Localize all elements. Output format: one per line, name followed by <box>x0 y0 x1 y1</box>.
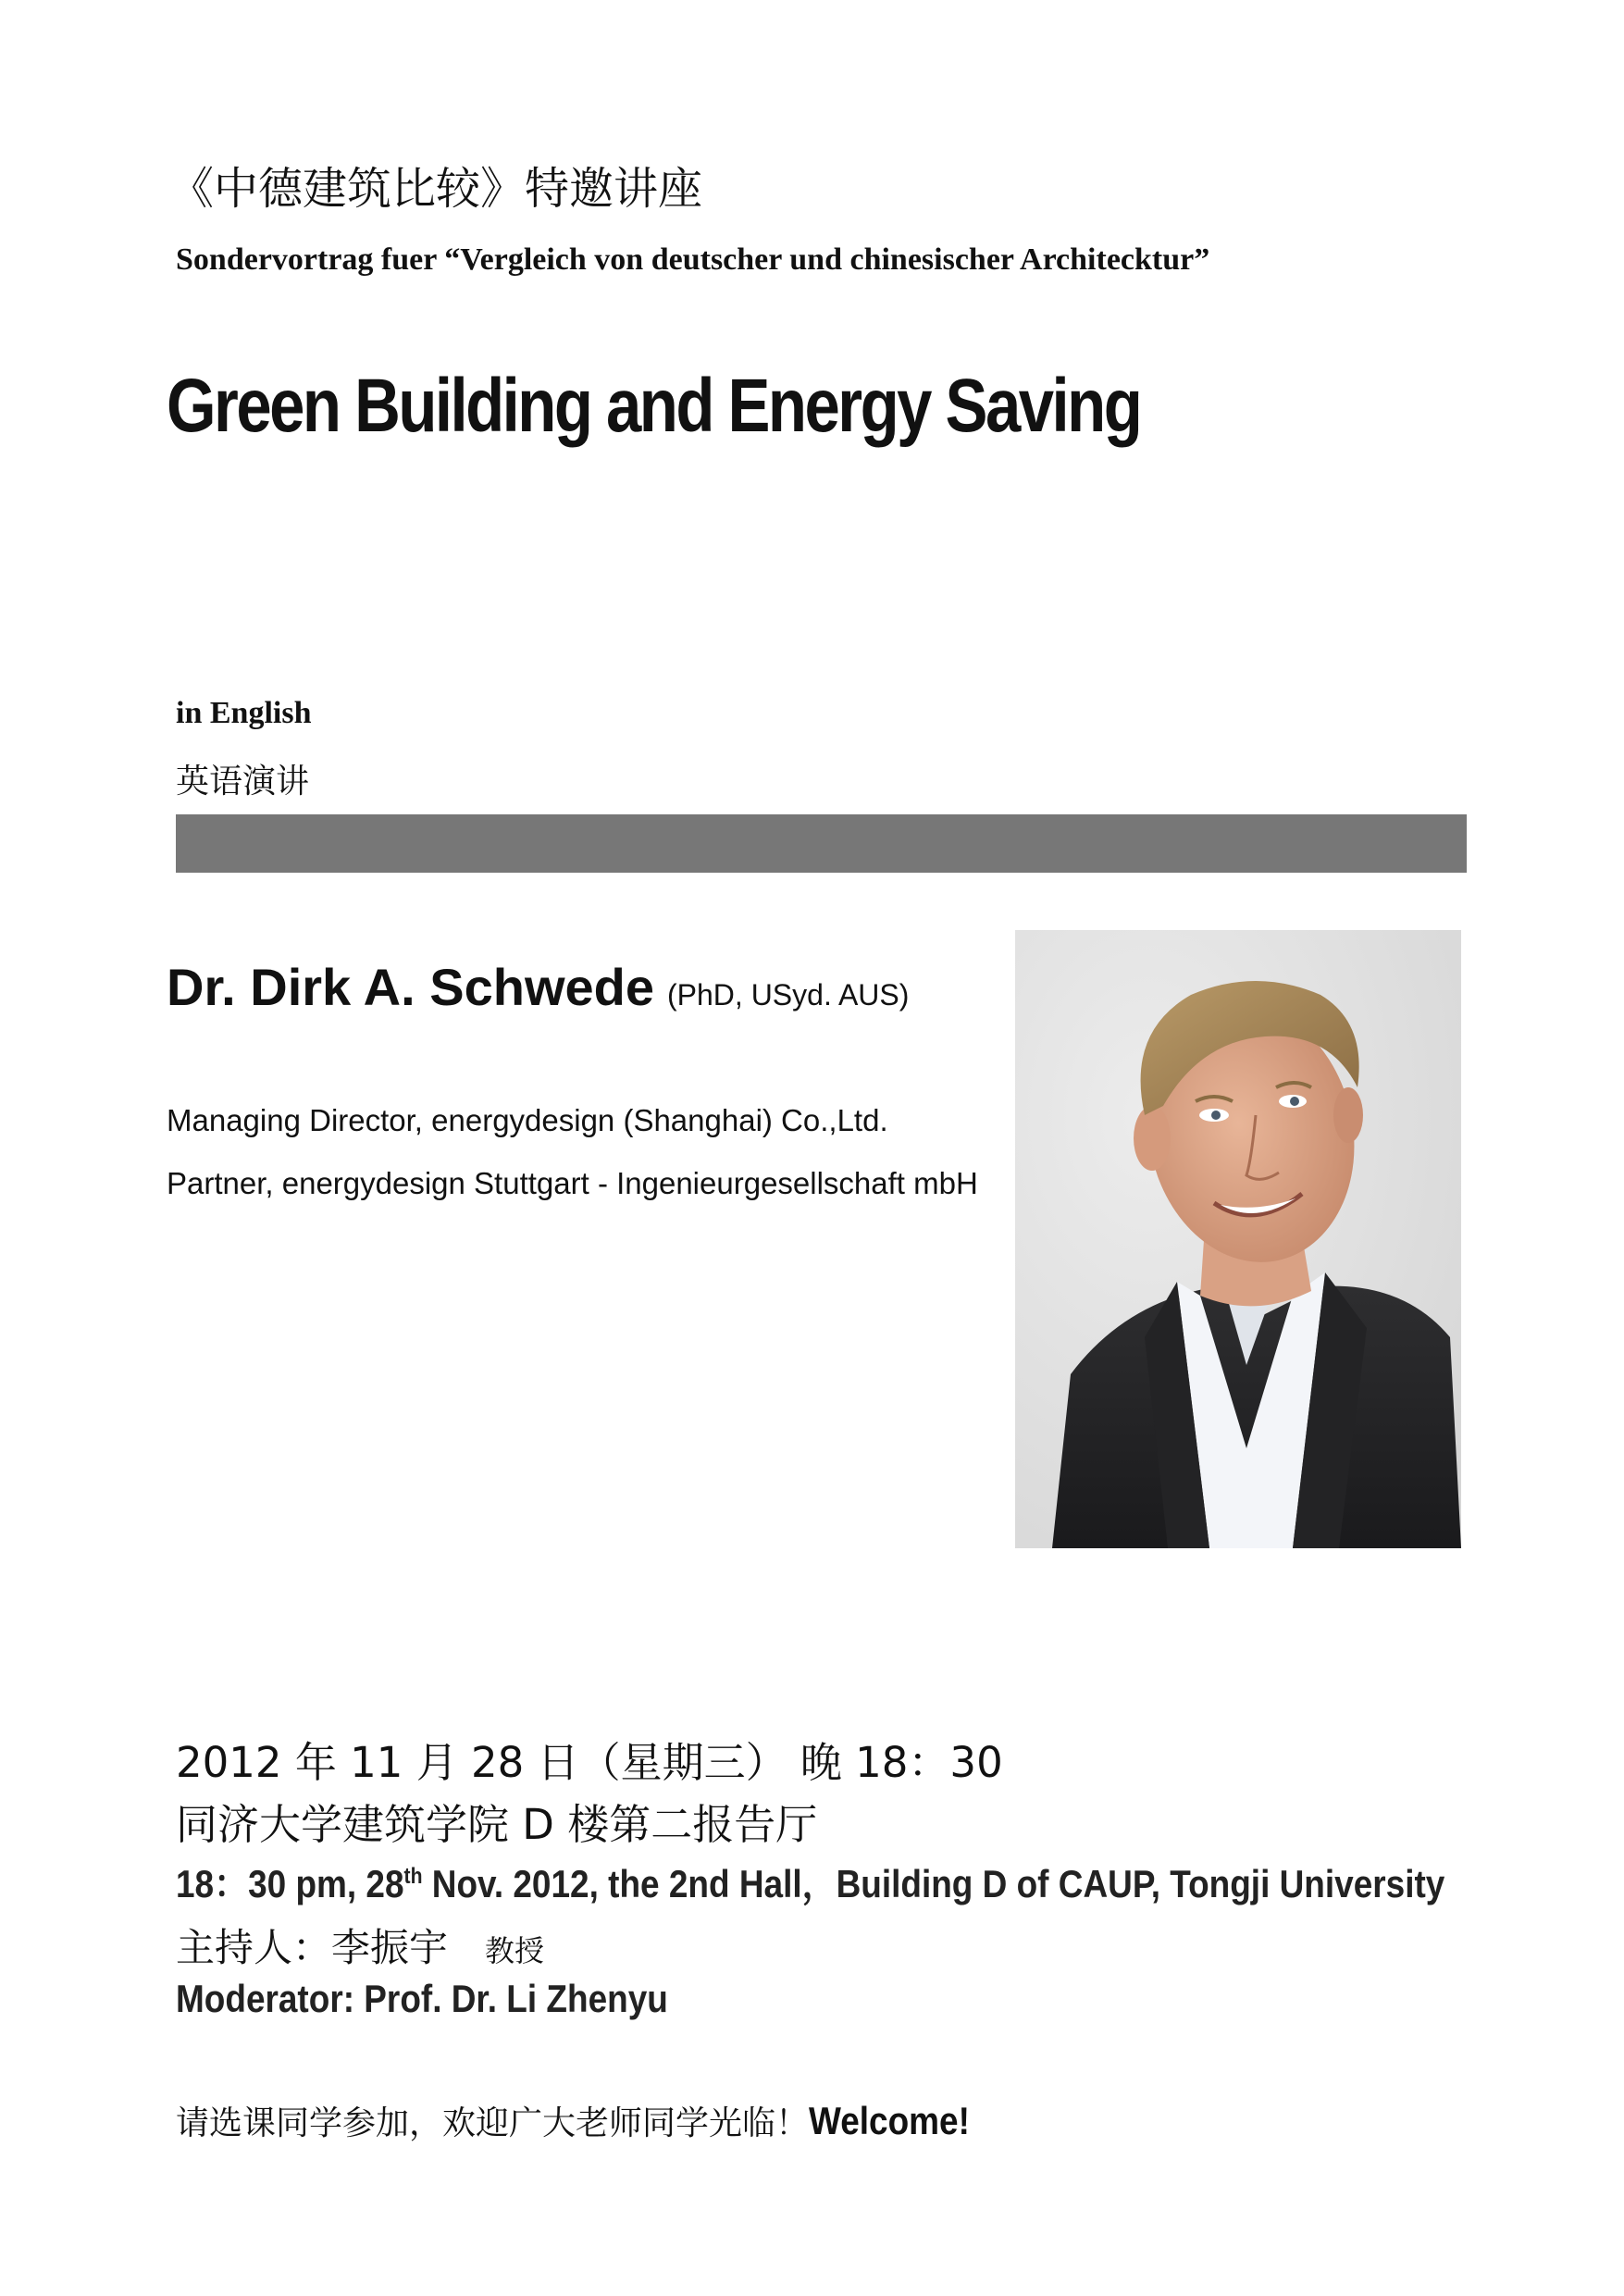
ordinal-suffix: th <box>403 1864 423 1889</box>
series-title-cn: 《中德建筑比较》特邀讲座 <box>169 163 703 215</box>
welcome-text: Welcome! <box>809 2099 970 2142</box>
speaker-name: Dr. Dirk A. Schwede <box>167 958 654 1016</box>
moderator-en: Moderator: Prof. Dr. Li Zhenyu <box>176 1977 668 2020</box>
moderator-title-cn: 教授 <box>485 1933 545 1968</box>
event-date-cn: 2012 年 11 月 28 日（星期三） 晚 18：30 <box>176 1738 1003 1787</box>
series-title-de: Sondervortrag fuer “Vergleich von deutscher und chinesischer Architecktur” <box>176 242 1210 277</box>
speaker-name-line <box>167 957 909 1017</box>
event-time-date: 18：30 pm, 28 <box>176 1862 404 1905</box>
moderator-cn <box>176 1917 544 1973</box>
language-label-en: in English <box>176 696 312 730</box>
speaker-credentials: (PhD, USyd. AUS) <box>667 978 910 1011</box>
speaker-photo <box>1015 930 1461 1548</box>
lecture-title: Green Building and Energy Saving <box>167 364 1141 448</box>
divider-bar <box>176 814 1467 873</box>
event-location-en: Nov. 2012, the 2nd Hall，Building D of CAUP, Tongji University <box>422 1862 1445 1905</box>
invitation-line <box>176 2097 992 2144</box>
moderator-name-cn: 主持人：李振宇 <box>176 1925 449 1970</box>
speaker-affiliation-1: Managing Director, energydesign (Shanghai) Co.,Ltd. <box>167 1103 888 1137</box>
speaker-affiliation-2: Partner, energydesign Stuttgart - Ingenieurgesellschaft mbH <box>167 1166 978 1200</box>
event-venue-cn: 同济大学建筑学院 D 楼第二报告厅 <box>176 1800 818 1849</box>
invitation-cn: 请选课同学参加，欢迎广大老师同学光临！ <box>176 2104 810 2142</box>
event-details-en <box>176 1854 1444 1909</box>
language-label-cn: 英语演讲 <box>176 763 310 800</box>
